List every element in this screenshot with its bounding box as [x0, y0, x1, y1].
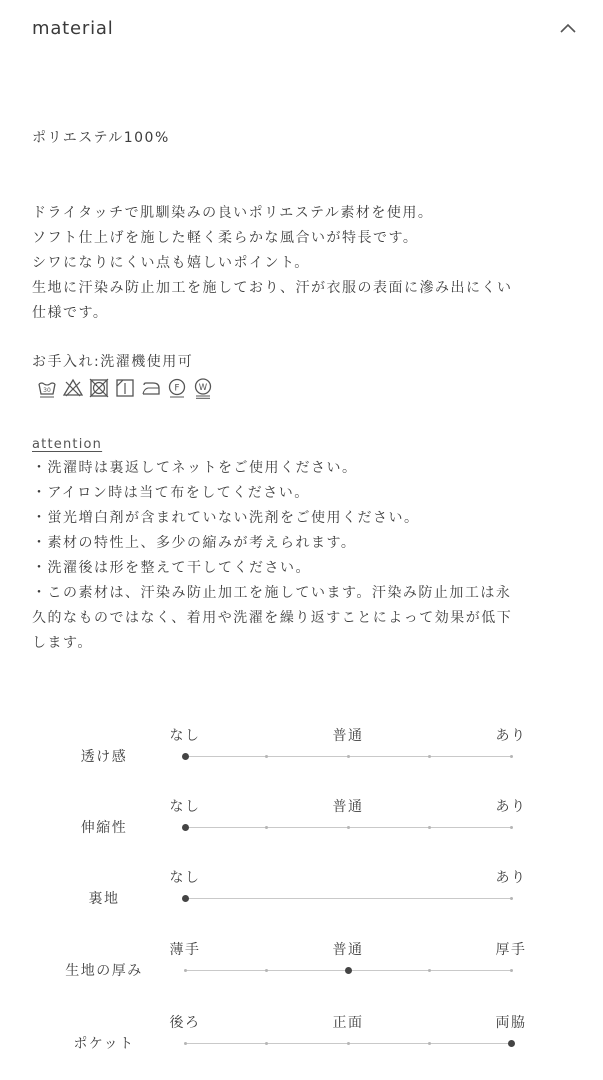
scale-name: 生地の厚み	[65, 963, 143, 979]
material-description	[32, 201, 580, 326]
svg-text:W: W	[198, 383, 208, 393]
scale-tick	[347, 826, 350, 829]
scale-tick	[265, 826, 268, 829]
wash-30-icon	[36, 377, 58, 399]
section-title: material	[32, 18, 114, 39]
scale-tick	[510, 969, 513, 972]
scale-marker	[345, 967, 352, 974]
scale-marker	[182, 824, 189, 831]
svg-text:30: 30	[43, 387, 51, 394]
fabric-composition: ポリエステル100%	[32, 130, 170, 146]
no-tumble-dry-icon	[88, 377, 110, 399]
attention-list	[32, 456, 580, 656]
iron-low-icon	[140, 377, 162, 399]
scale-label-right: あり	[495, 799, 527, 815]
description-line: ドライタッチで肌馴染みの良いポリエステル素材を使用。	[32, 205, 434, 221]
attention-title: attention	[32, 437, 103, 452]
scale-tick	[510, 897, 513, 900]
scale-tick	[510, 755, 513, 758]
scale-name: 透け感	[80, 749, 128, 765]
scale-tick	[428, 969, 431, 972]
scale-name: 裏地	[88, 891, 120, 907]
list-item: 久的なものではなく、着用や洗濯を繰り返すことによって効果が低下	[32, 610, 513, 626]
chevron-up-icon[interactable]	[559, 20, 577, 34]
scale-label-left: なし	[169, 799, 201, 815]
description-line: ソフト仕上げを施した軽く柔らかな風合いが特長です。	[32, 230, 419, 246]
list-item: ・素材の特性上、多少の縮みが考えられます。	[32, 535, 357, 551]
list-item: ・この素材は、汗染み防止加工を施しています。汗染み防止加工は永	[32, 585, 512, 601]
scale-label-left: なし	[169, 870, 201, 886]
scale-tick	[510, 826, 513, 829]
description-line: シワになりにくい点も嬉しいポイント。	[32, 255, 310, 271]
wet-clean-w-icon	[192, 377, 214, 399]
scale-label-mid: 普通	[332, 728, 364, 744]
dry-clean-f-icon	[166, 377, 188, 399]
no-bleach-icon	[62, 377, 84, 399]
scale-tick	[184, 1042, 187, 1045]
scale-label-right: 厚手	[495, 942, 527, 958]
scale-name: 伸縮性	[80, 820, 128, 836]
scale-label-mid: 正面	[332, 1015, 364, 1031]
scale-label-right: あり	[495, 728, 527, 744]
scale-label-left: 後ろ	[169, 1015, 201, 1031]
scale-label-mid: 普通	[332, 942, 364, 958]
scale-marker	[182, 753, 189, 760]
scale-track	[185, 898, 511, 899]
list-item: ・蛍光増白剤が含まれていない洗剤をご使用ください。	[32, 510, 420, 526]
care-label: お手入れ:洗濯機使用可	[32, 354, 194, 370]
scale-tick	[184, 969, 187, 972]
list-item: します。	[32, 635, 93, 651]
scale-label-mid: 普通	[332, 799, 364, 815]
description-line: 仕様です。	[32, 305, 109, 321]
scale-tick	[265, 969, 268, 972]
list-item: ・洗濯時は裏返してネットをご使用ください。	[32, 460, 358, 476]
svg-text:F: F	[174, 383, 180, 394]
scale-marker	[182, 895, 189, 902]
scale-marker	[508, 1040, 515, 1047]
scale-tick	[428, 1042, 431, 1045]
description-line: 生地に汗染み防止加工を施しており、汗が衣服の表面に滲み出にくい	[32, 280, 513, 296]
scale-label-right: 両脇	[495, 1015, 527, 1031]
scale-tick	[428, 826, 431, 829]
scale-name: ポケット	[73, 1036, 135, 1052]
list-item: ・アイロン時は当て布をしてください。	[32, 485, 310, 501]
scale-label-left: 薄手	[169, 942, 201, 958]
line-dry-shade-icon	[114, 377, 136, 399]
scale-tick	[265, 755, 268, 758]
scale-tick	[347, 1042, 350, 1045]
material-accordion-header[interactable]	[32, 18, 577, 44]
scale-tick	[347, 755, 350, 758]
scale-tick	[265, 1042, 268, 1045]
scale-tick	[428, 755, 431, 758]
scale-label-left: なし	[169, 728, 201, 744]
scale-label-right: あり	[495, 870, 527, 886]
care-icons	[36, 377, 214, 399]
list-item: ・洗濯後は形を整えて干してください。	[32, 560, 311, 576]
